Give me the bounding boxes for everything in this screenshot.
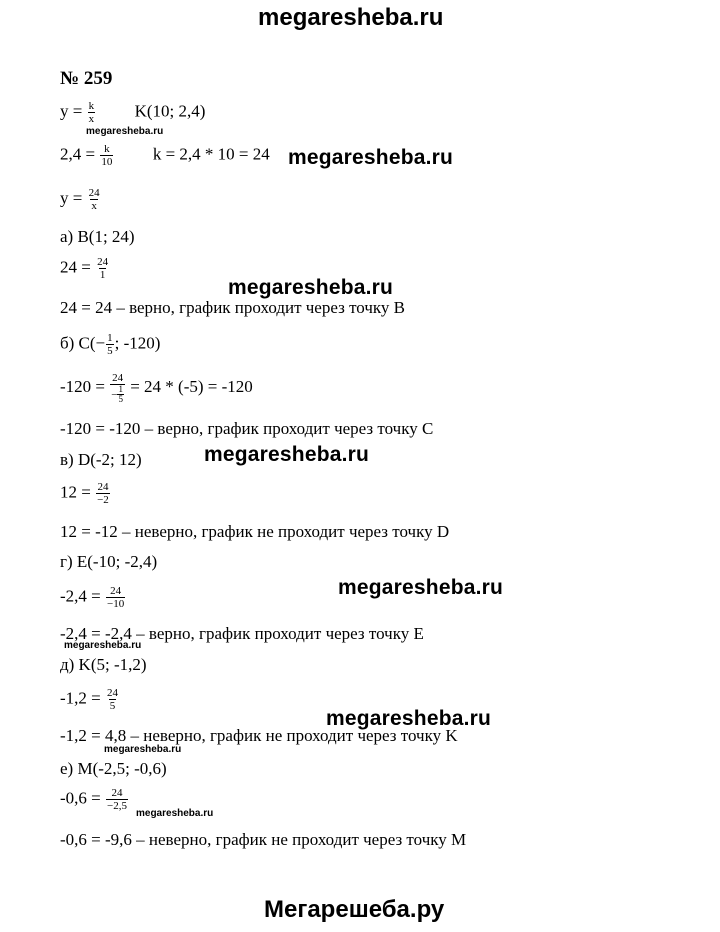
watermark-small: megaresheba.ru bbox=[136, 808, 214, 819]
case-b-heading bbox=[60, 332, 160, 357]
numerator: 24 bbox=[112, 372, 124, 384]
formula-rhs: = 24 * (-5) = -120 bbox=[130, 376, 253, 396]
case-b-result: -120 = -120 – верно, график проходит через точку C bbox=[60, 419, 434, 438]
formula-lhs: -2,4 = bbox=[60, 586, 101, 606]
denominator: 10 bbox=[101, 156, 113, 168]
formula-lhs: -0,6 = bbox=[60, 788, 101, 808]
formula-lhs: 12 = bbox=[60, 482, 91, 502]
watermark-small: megaresheba.ru bbox=[64, 640, 142, 651]
numerator: 24 bbox=[97, 256, 109, 268]
formula-lhs: -1,2 = bbox=[60, 688, 101, 708]
denominator: 5 bbox=[107, 345, 113, 357]
denominator: −10 bbox=[107, 598, 125, 610]
case-g-result: -2,4 = -2,4 – верно, график проходит через точку E bbox=[60, 624, 424, 643]
denominator: 1 bbox=[99, 269, 106, 281]
formula-lhs: 2,4 = bbox=[60, 144, 96, 164]
watermark-big: megaresheba.ru bbox=[326, 707, 492, 730]
numerator: 24 bbox=[111, 787, 123, 799]
denominator: x bbox=[91, 200, 97, 212]
case-g-heading: г) E(-10; -2,4) bbox=[60, 552, 158, 571]
numerator: 24 bbox=[88, 187, 100, 199]
case-e-equation bbox=[60, 787, 129, 812]
numerator: 24 bbox=[107, 687, 118, 699]
denominator: 5 bbox=[118, 394, 123, 404]
numerator: 24 bbox=[97, 481, 109, 493]
denominator: −2,5 bbox=[107, 800, 127, 812]
fraction bbox=[88, 187, 101, 212]
minus-sign: − bbox=[111, 388, 118, 401]
case-a-equation bbox=[60, 256, 110, 281]
denominator: x bbox=[88, 113, 95, 125]
case-g-equation bbox=[60, 585, 126, 610]
point-label: K(10; 2,4) bbox=[134, 101, 206, 121]
formula-line-1 bbox=[60, 100, 205, 125]
site-header: megaresheba.ru bbox=[258, 4, 444, 31]
numerator: k bbox=[88, 100, 95, 112]
watermark-big: megaresheba.ru bbox=[288, 146, 454, 169]
formula-rhs: k = 2,4 * 10 = 24 bbox=[152, 144, 270, 164]
formula-lhs: -120 = bbox=[60, 376, 105, 396]
denominator: −2 bbox=[97, 494, 109, 506]
case-a-heading: а) B(1; 24) bbox=[60, 227, 135, 246]
watermark-big: megaresheba.ru bbox=[204, 443, 370, 466]
numerator: 1 bbox=[118, 384, 123, 394]
formula-line-2 bbox=[60, 143, 270, 168]
formula-lhs: y = bbox=[60, 188, 83, 208]
fraction bbox=[110, 372, 125, 404]
nested-fraction bbox=[117, 385, 124, 404]
denominator bbox=[110, 384, 125, 404]
case-e-result: -0,6 = -9,6 – неверно, график не проходит через точку M bbox=[60, 830, 467, 849]
fraction bbox=[88, 100, 96, 125]
fraction bbox=[106, 332, 114, 357]
numerator: 24 bbox=[110, 585, 122, 597]
case-d-result: -1,2 = 4,8 – неверно, график не проходит через точку K bbox=[60, 726, 458, 745]
numerator: 1 bbox=[107, 332, 113, 344]
formula-lhs: 24 = bbox=[60, 257, 91, 277]
formula-lhs: y = bbox=[60, 101, 83, 121]
fraction bbox=[106, 687, 119, 712]
watermark-big: megaresheba.ru bbox=[228, 276, 394, 299]
fraction bbox=[96, 256, 109, 281]
fraction bbox=[96, 481, 110, 506]
watermark-small: megaresheba.ru bbox=[104, 744, 182, 755]
case-b-equation bbox=[60, 372, 253, 404]
case-v-heading: в) D(-2; 12) bbox=[60, 450, 142, 469]
numerator: k bbox=[104, 143, 110, 155]
heading-prefix: б) C(− bbox=[60, 333, 106, 353]
watermark-small: megaresheba.ru bbox=[86, 126, 164, 137]
fraction bbox=[106, 787, 128, 812]
problem-number: № 259 bbox=[60, 68, 113, 89]
case-e-heading: е) M(-2,5; -0,6) bbox=[60, 759, 167, 778]
case-a-result: 24 = 24 – верно, график проходит через точку B bbox=[60, 298, 405, 317]
case-v-equation bbox=[60, 481, 111, 506]
case-d-equation bbox=[60, 687, 120, 712]
fraction bbox=[100, 143, 113, 168]
watermark-big: megaresheba.ru bbox=[338, 576, 504, 599]
case-v-result: 12 = -12 – неверно, график не проходит через точку D bbox=[60, 522, 450, 541]
heading-suffix: ; -120) bbox=[114, 333, 161, 353]
case-d-heading: д) K(5; -1,2) bbox=[60, 655, 147, 674]
site-footer: Мегарешеба.ру bbox=[264, 896, 445, 923]
fraction bbox=[106, 585, 125, 610]
denominator: 5 bbox=[109, 700, 116, 712]
formula-line-3 bbox=[60, 187, 102, 212]
